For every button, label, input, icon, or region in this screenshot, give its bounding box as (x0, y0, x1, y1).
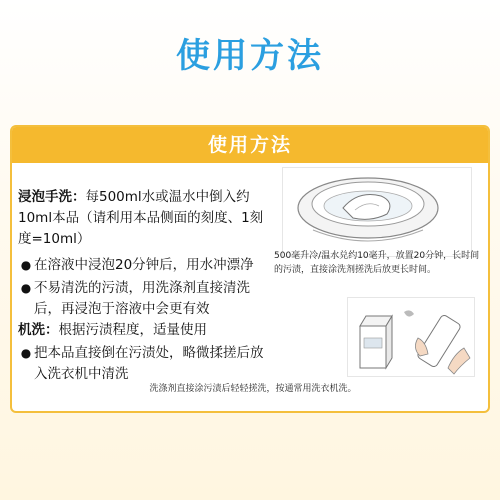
instructions-text (18, 187, 270, 385)
bullet-icon: ● (20, 258, 32, 272)
basin-icon (283, 168, 473, 258)
list-item (18, 278, 270, 320)
list-item (18, 343, 270, 385)
caption-machine: 洗涤剂直接涂污渍后轻轻搓洗，按通常用洗衣机洗。 (149, 384, 357, 394)
soak-instruction (18, 187, 270, 250)
machine-label: 机洗： (18, 322, 59, 338)
pouring-icon (348, 298, 476, 378)
bullet-icon: ● (20, 346, 32, 360)
machine-text: 根据污渍程度，适量使用 (58, 322, 207, 338)
caption-soak: 500毫升冷/温水兑约10毫升，放置20分钟，长时间的污渍，直接涂洗剂搓洗后放更长时间。 (274, 251, 480, 275)
usage-card (10, 125, 490, 413)
pouring-illustration (347, 297, 475, 377)
bullet-icon: ● (20, 281, 32, 295)
card-header: 使用方法 (12, 127, 488, 163)
soak-text: 每500ml水或温水中倒入约10ml本品（请利用本品侧面的刻度、1刻度=10ml） (18, 189, 264, 247)
bullet-text: 不易清洗的污渍，用洗涤剂直接清洗后，再浸泡于溶液中会更有效 (34, 280, 250, 317)
bullet-text: 把本品直接倒在污渍处，略微揉搓后放入洗衣机中清洗 (34, 345, 264, 382)
soak-label: 浸泡手洗： (18, 189, 86, 205)
list-item (18, 255, 270, 276)
basin-illustration (282, 167, 472, 257)
bullet-text: 在溶液中浸泡20分钟后，用水冲漂净 (34, 257, 254, 273)
machine-instruction (18, 320, 270, 341)
page-title: 使用方法 (176, 36, 324, 76)
